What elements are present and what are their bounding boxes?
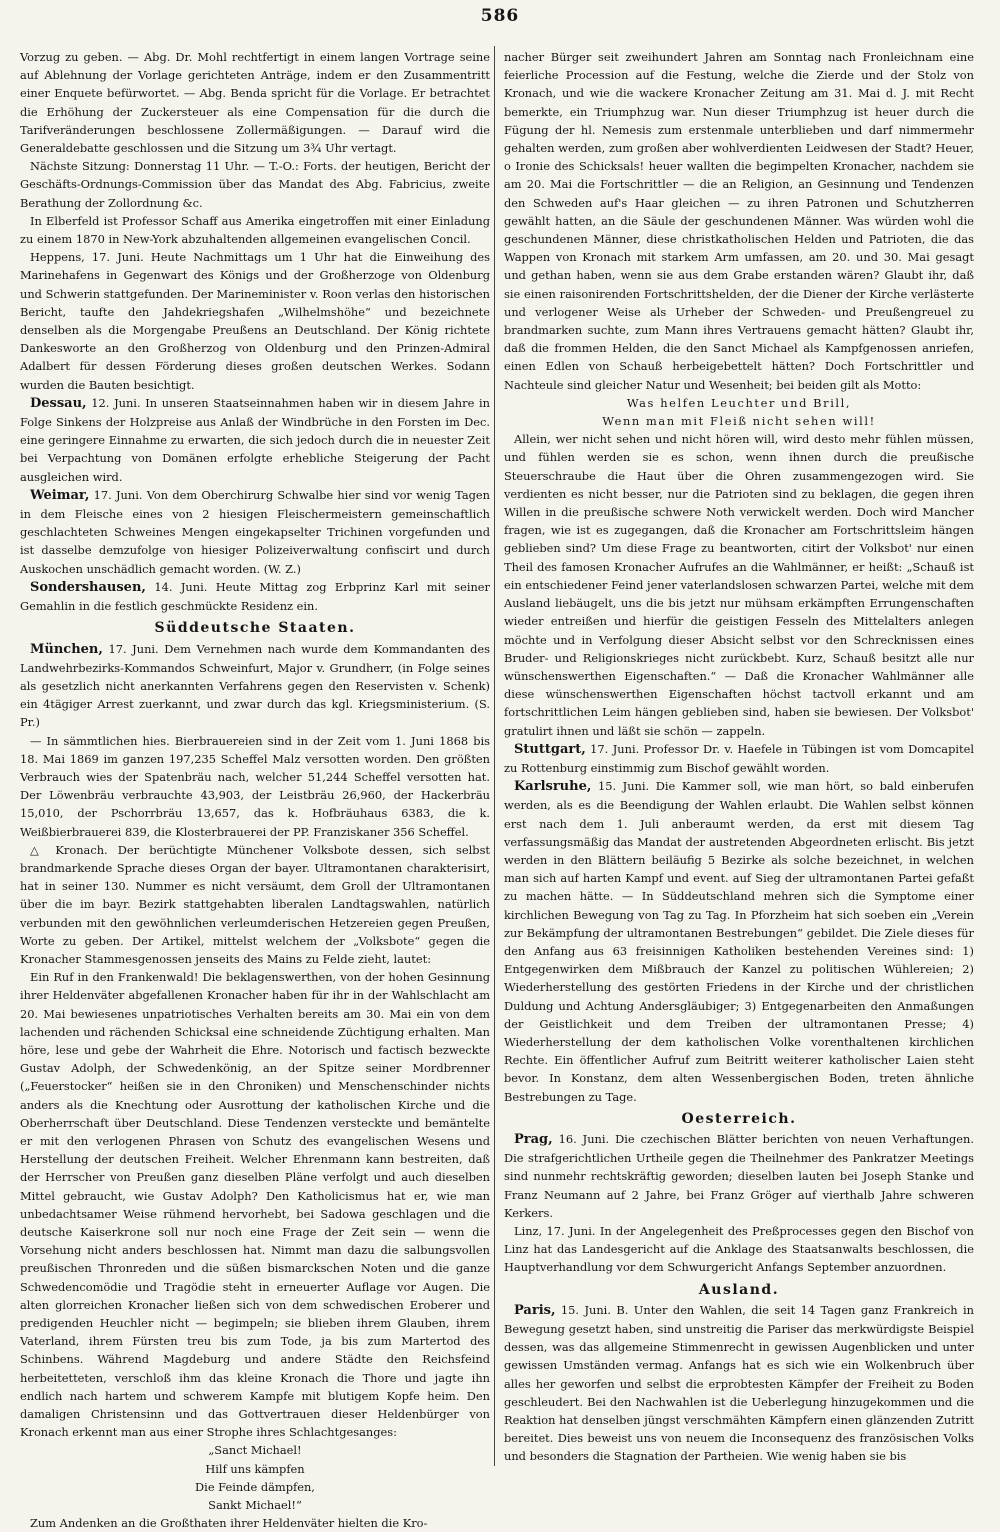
article-reichstag-end: Vorzug zu geben. — Abg. Dr. Mohl rechtfertigt in einem langen Vortrage seine auf Ablehnung der Vorlage gerichteten Anträge, indem er den Zusammentritt einer Enquete befürwortet. — Abg. Benda spricht für die Vorlage. Er betrachtet die Erhöhung der Zuckersteuer als eine Compensation für die durch die Tarifveränderungen beschlossene Zollermäßigungen. — Darauf wird die Generaldebatte geschlossen und die Sitzung um 3¾ Uhr vertagt. (20, 50, 490, 156)
article-karlsruhe-text: 15. Juni. Die Kammer soll, wie man hört, so bald einberufen werden, als es die Beendigung der Wahlen erlaubt. Die Wahlen selbst können erst nach dem 1. Juli anberaumt werden, da erst mit diesem Tag verfassungsmäßig das Mandat der austretenden Abgeordneten erlischt. Bis jetzt werden in den Blättern beiläufig 5 Bezirke als solche bezeichnet, in welchen man sich auf harten Kampf und event. auf Sieg der ultramontanen Partei gefaßt zu machen hätte. — In Süddeutschland mehren sich die Symptome einer kirchlichen Bewegung von Tag zu Tag. In Pforzheim hat sich soeben ein „Verein zur Bekämpfung der ultramontanen Bestrebungen“ gebildet. Die Ziele dieses für den Anfang aus 63 freisinnigen Katholiken bestehenden Vereines sind: 1) Entgegenwirken dem Mißbrauch der Kanzel zu politischen Wühlereien; 2) Wiederherstellung des gestörten Friedens in der Kirche und der christlichen Duldung und Achtung Andersgläubiger; 3) Entgegenarbeiten den Anmaßungen der Geistlichkeit und dem Treiben der ultramontanen Presse; 4) Wiederherstellung der dem katholischen Volke vorenthaltenen kirchlichen Rechte. Ein öffentlicher Aufruf zum Beitritt weiterer katholischer Laien steht bevor. In Konstanz, dem alten Wessenbergischen Boden, treten ähnliche Bestrebungen zu Tage. (504, 779, 974, 1104)
verse-line: Sankt Michael!“ (208, 1498, 302, 1513)
right-column (504, 48, 974, 1466)
verse-line: Hilf uns kämpfen (205, 1461, 305, 1476)
article-sondershausen (20, 578, 490, 615)
article-prag-text: 16. Juni. Die czechischen Blätter berichten von neuen Verhaftungen. Die strafgerichtlichen Urtheile gegen die Theilnehmer des Pankratzer Meetings sind nunmehr rechtskräftig geworden; dieselben lauten bei Joseph Stanke und Franz Neumann auf 2 Jahre, bei Franz Gröger auf vierthalb Jahre schweren Kerkers. (504, 1131, 974, 1220)
article-muenchen-text: 17. Juni. Dem Vernehmen nach wurde dem Kommandanten des Landwehrbezirks-Kommandos Schweinfurt, Major v. Grundherr, (in Folge seines als gesetzlich nicht anerkannten Verfahrens gegen den Reservisten v. Schenk) ein 4tägiger Arrest zuerkannt, und zwar durch das kgl. Kriegsministerium. (S. Pr.) (20, 641, 490, 730)
article-linz: Linz, 17. Juni. In der Angelegenheit des Preßprocesses gegen den Bischof von Linz hat das Landesgericht auf die Anklage des Staatsanwalts beschlossen, die Hauptverhandlung vor dem Schwurgericht Anfangs September anzuordnen. (504, 1224, 974, 1275)
section-heading-oesterreich: Oesterreich. (681, 1110, 797, 1127)
article-paris-text: 15. Juni. B. Unter den Wahlen, die seit 14 Tagen ganz Frankreich in Bewegung gesetzt haben, sind unstreitig die Pariser das merkwürdigste Beispiel dessen, was das allgemeine Stimmenrecht in gewissen Augenblicken und unter gewissen Umständen vermag. Anfangs hat es sich wie ein Wolkenbruch über alles her geworfen und selbst die erprobtesten Kämpfer der Freiheit zu Boden geschleudert. Bei den Nachwahlen ist die Ueberlegung hinzugekommen und die Reaktion hat denselben jüngst verschmähten Kämpfern einen glänzenden Zutritt bereitet. Dies beweist uns von neuem die Inconsequenz des französischen Volks und besonders die Stagnation der Partheien. Wie wenig haben sie bis (504, 1302, 974, 1464)
article-kronach: △ Kronach. Der berüchtigte Münchener Volksbote dessen, sich selbst brandmarkende Sprache dieses Organ der bayer. Ultramontanen charakterisirt, hat in seiner 130. Nummer es nicht versäumt, dem Groll der Ultramontanen über die im bayr. Bezirk stattgehabten liberalen Landtagswahlen, natürlich verbunden mit den gewöhnlichen verleumderischen Hetzereien gegen Preußen, Worte zu geben. Der Artikel, mittelst welchem der „Volksbote“ gegen die Kronacher Stammesgenossen jenseits des Mains zu Felde zieht, lautet: (20, 842, 490, 966)
article-bierbrauereien: — In sämmtlichen hies. Bierbrauereien sind in der Zeit vom 1. Juni 1868 bis 18. Mai 1869 im ganzen 197,235 Scheffel Malz versotten worden. Den größten Verbrauch wies der Spatenbräu nach, welcher 51,244 Scheffel versotten hat. Der Löwenbräu verbrauchte 43,903, der Leistbräu 26,960, der Hackerbräu 15,010, der Pschorrbräu 13,657, das k. Hofbräuhaus 6383, die k. Weißbierbrauerei 839, die Klosterbrauerei der PP. Franziskaner 356 Scheffel. (20, 733, 490, 839)
article-paris (504, 1301, 974, 1466)
article-kronach-continued: Zum Andenken an die Großthaten ihrer Heldenväter hielten die Kro- (30, 1516, 428, 1531)
dateline-dessau: Dessau, (30, 395, 87, 411)
article-dessau-text: 12. Juni. In unseren Staatseinnahmen haben wir in diesem Jahre in Folge Sinkens der Holzpreise aus Anlaß der Windbrüche in den Forsten im Dec. eine geringere Einnahme zu erwarten, die sich jedoch durch die in neuester Zeit bei Verpachtung von Domänen erfolgte erhebliche Steigerung der Pacht ausgleichen wird. (20, 395, 490, 484)
article-stuttgart (504, 740, 974, 777)
dateline-prag: Prag, (514, 1131, 553, 1147)
article-prag (504, 1130, 974, 1222)
dateline-stuttgart: Stuttgart, (514, 741, 586, 757)
dateline-paris: Paris, (514, 1302, 556, 1318)
section-heading-ausland: Ausland. (698, 1281, 780, 1298)
article-kronach-end: Allein, wer nicht sehen und nicht hören will, wird desto mehr fühlen müssen, und fühlen werden sie es schon, wenn ihnen durch die preußische Steuerschraube die Haut über die Ohren zusammengezogen wird. Sie verdienten es nicht besser, nur die Patrioten sind zu beklagen, die gegen ihren Willen in die preußische schwere Noth verwickelt werden. Doch wird Mancher fragen, wie ist es zugegangen, daß die Kronacher am Fortschrittsleim hängen geblieben sind? Um diese Frage zu beantworten, citirt der Volksbot' nur einen Theil des famosen Kronacher Aufrufes an die Wahlmänner, er heißt: „Schauß ist ein entschiedener Feind jener vaterlandslosen schwarzen Partei, welche mit dem Ausland liebäugelt, uns die bis jetzt nur mühsam erkämpften Errungenschaften wieder entreißen und hierfür die geistigen Fesseln des Mittelalters anlegen möchte und in Verfolgung dieser Absicht selbst vor den Schrecknissen eines Bruder- und Religionskrieges nicht zurückbebt. Kurz, Schauß besitzt alle nur wünschenswerthen Eigenschaften.“ — Daß die Kronacher Wahlmänner alle diese wünschenswerthen Eigenschaften höchst tactvoll erkannt und am fortschrittlichen Leim hängen geblieben sind, haben sie bewiesen. Der Volksbot' gratulirt ihnen und läßt sie schön — zappeln. (504, 432, 974, 738)
article-dessau (20, 394, 490, 486)
dateline-sondershausen: Sondershausen, (30, 579, 146, 595)
dateline-muenchen: München, (30, 641, 103, 657)
page-number: 586 (480, 6, 520, 26)
article-karlsruhe (504, 777, 974, 1106)
article-weimar-text: 17. Juni. Von dem Oberchirurg Schwalbe hier sind vor wenig Tagen in dem Fleische eines von 2 hiesigen Fleischermeistern gemeinschaftlich geschlachteten Schweines Mengen eingekapselter Trichinen vorgefunden und ist dasselbe demzufolge von hiesiger Polizeiverwaltung confiscirt und durch Auskochen unschädlich gemacht worden. (W. Z.) (20, 487, 490, 576)
article-weimar (20, 486, 490, 578)
left-column (20, 48, 490, 1532)
motto-line: Was helfen Leuchter und Brill, (626, 395, 852, 410)
section-heading-sueddeutsche: Süddeutsche Staaten. (154, 620, 356, 637)
motto-line: Wenn man mit Fleiß nicht sehen will! (602, 414, 876, 429)
article-elberfeld: In Elberfeld ist Professor Schaff aus Amerika eingetroffen mit einer Einladung zu einem 1870 in New-York abzuhaltenden allgemeinen evangelischen Concil. (20, 213, 490, 247)
article-next-session: Nächste Sitzung: Donnerstag 11 Uhr. — T.-O.: Forts. der heutigen, Bericht der Geschäfts-Ordnungs-Commission über das Mandat des Abg. Fabricius, zweite Berathung der Zollordnung &c. (20, 159, 490, 210)
verse-line: Die Feinde dämpfen, (195, 1479, 315, 1494)
article-sondershausen-text: 14. Juni. Heute Mittag zog Erbprinz Karl mit seiner Gemahlin in die festlich geschmückte Residenz ein. (20, 579, 490, 614)
dateline-weimar: Weimar, (30, 487, 90, 503)
article-stuttgart-text: 17. Juni. Professor Dr. v. Haefele in Tübingen ist vom Domcapitel zu Rottenburg einstimmig zum Bischof gewählt worden. (504, 741, 974, 775)
column-divider (494, 46, 495, 1466)
article-kronach-quote: Ein Ruf in den Frankenwald! Die beklagenswerthen, von der hohen Gesinnung ihrer Heldenväter abgefallenen Kronacher haben für ihr in der Wahlschlacht am 20. Mai bewiesenes unpatriotisches Verhalten bereits am 30. Mai ein von dem lachenden und rächenden Schicksal eine schneidende Züchtigung erhalten. Man höre, lese und gebe der Wahrheit die Ehre. Notorisch und factisch bezweckte Gustav Adolph, der Schwedenkönig, an der Spitze seiner Mordbrenner („Feuerstocker“ heißen sie in den Chroniken) und Menschenschinder nichts anders als die Knechtung oder Ausrottung der katholischen Kirche und die Oberherrschaft über Deutschland. Diese Tendenzen versteckte und bemäntelte er mit den verlogenen Phrasen von Schutz des evangelischen Wesens und Herstellung der deutschen Freiheit. Welcher Ehrenmann kann bestreiten, daß der Herrscher von Preußen ganz dieselben Pläne verfolgt und auch dieselben Mittel gebraucht, wie Gustav Adolph? Den Katholicismus hat er, wie man unbedachtsamer Weise rühmend hervorhebt, bei Sadowa geschlagen und die deutsche Kaiserkrone soll nur noch eine Frage der Zeit sein — wenn die Vorsehung nicht anders beschlossen hat. Nimmt man dazu die salbungsvollen preußischen Thronreden und die süßen bismarckschen Noten und die ganze Schwedencomödie und Tragödie steht in erneuerter Auflage vor Augen. Die alten glorreichen Kronacher ließen sich von dem schwedischen Eroberer und predigenden Heuchler nicht — begimpeln; sie blieben ihrem Glauben, ihrem Vaterland, ihrem Fürsten treu bis zum Tode, ja bis zum Martertod des Schinbens. Während Magdeburg und andere Städte den Reichsfeind herbeitetteten, verschloß ihm das kleine Kronach die Thore und jagte ihn endlich nach hartem und schwerem Kampfe mit blutigem Kopfe heim. Den damaligen Christensinn und das Gottvertrauen dieser Heldenbürger von Kronach erkennt man aus einer Strophe ihres Schlachtgesanges: (20, 970, 490, 1440)
article-kronach-cont: nacher Bürger seit zweihundert Jahren am Sonntag nach Fronleichnam eine feierliche Procession auf die Festung, welche die Zierde und der Stolz von Kronach, und wie die wackere Kronacher Zeitung am 31. Mai d. J. mit Recht bemerkte, ein Triumphzug war. Nun dieser Triumphzug ist heuer durch die Fügung der hl. Nemesis zum erstenmale unterblieben und darf nimmermehr gehalten werden, zum großen aber wohlverdienten Leidwesen der Stadt? Heuer, o Ironie des Schicksals! heuer wallten die begimpelten Kronacher, nachdem sie am 20. Mai die Fortschrittler — die an Religion, an Gesinnung und Tendenzen den Schweden auf's Haar gleichen — zu ihren Patronen und Schutzherren gewählt hatten, an die Säule der geschundenen Männer. Was würden wohl die geschundenen Männer, diese christkatholischen Helden und Patrioten, die das Wappen von Kronach mit starkem Arm umfassen, am 20. und 30. Mai gesagt und gethan haben, wenn sie aus dem Grabe erstanden wären? Glaubt ihr, daß sie einen raisonirenden Fortschrittshelden, der die Diener der Kirche verlästerte und verlogener Weise als Urheber der Schweden- und Preußengreuel zu brandmarken suchte, zum Mann ihres Vertrauens gemacht hätten? Glaubt ihr, daß die frommen Helden, die den Sanct Michael als Kampfgenossen anriefen, einen Edlen von Schauß herbeigebettelt hätten? Doch Fortschrittler und Nachteule sind gleicher Natur und Wesenheit; bei beiden gilt als Motto: (504, 50, 974, 392)
verse-line: „Sanct Michael! (208, 1443, 302, 1458)
dateline-karlsruhe: Karlsruhe, (514, 779, 592, 795)
article-muenchen (20, 640, 490, 732)
article-heppens: Heppens, 17. Juni. Heute Nachmittags um 1 Uhr hat die Einweihung des Marinehafens in Gegenwart des Königs und der Großherzoge von Oldenburg und Schwerin stattgefunden. Der Marineminister v. Roon verlas den historischen Bericht, taufte den Jahdekriegshafen „Wilhelmshöhe“ und bezeichnete denselben als die Morgengabe Preußens an Deutschland. Der König richtete Dankesworte an den Großherzog von Oldenburg und den Prinzen-Admiral Adalbert für dessen Förderung dieses großen deutschen Werkes. Sodann wurden die Bauten besichtigt. (20, 250, 490, 392)
